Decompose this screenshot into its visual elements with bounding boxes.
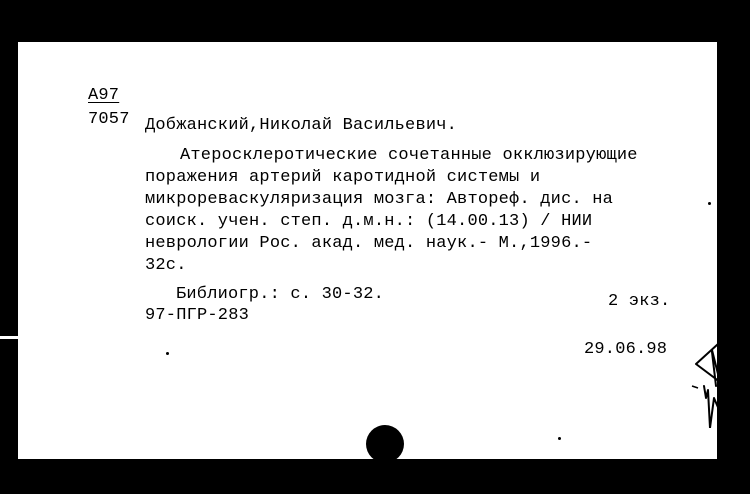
title-line-2: поражения артерий каротидной системы и	[145, 168, 541, 187]
register-code: 97-ПГР-283	[145, 306, 250, 325]
author-heading: Добжанский,Николай Васильевич.	[145, 116, 458, 135]
pencil-checkmark-icon	[690, 342, 730, 428]
title-line-5: неврологии Рос. акад. мед. наук.- М.,1996.-	[145, 234, 593, 253]
catalog-card	[18, 42, 717, 459]
bibliography-note: Библиогр.: с. 30-32.	[176, 285, 385, 304]
title-line-6: 32с.	[145, 256, 187, 275]
date-stamp: 29.06.98	[584, 340, 668, 359]
shelf-mark: А97	[88, 86, 120, 105]
scan-speck	[708, 202, 711, 205]
scan-speck	[558, 437, 561, 440]
card-punch-hole	[366, 425, 404, 463]
title-line-3: микрореваскуляризация мозга: Автореф. дис. на	[145, 190, 614, 209]
scan-edge-mark	[0, 336, 18, 339]
title-line-1: Атеросклеротические сочетанные окклюзирующие	[180, 146, 638, 165]
scan-speck	[166, 352, 169, 355]
accession-number: 7057	[88, 110, 130, 129]
copies-count: 2 экз.	[608, 292, 671, 311]
title-line-4: соиск. учен. степ. д.м.н.: (14.00.13) / НИИ	[145, 212, 593, 231]
